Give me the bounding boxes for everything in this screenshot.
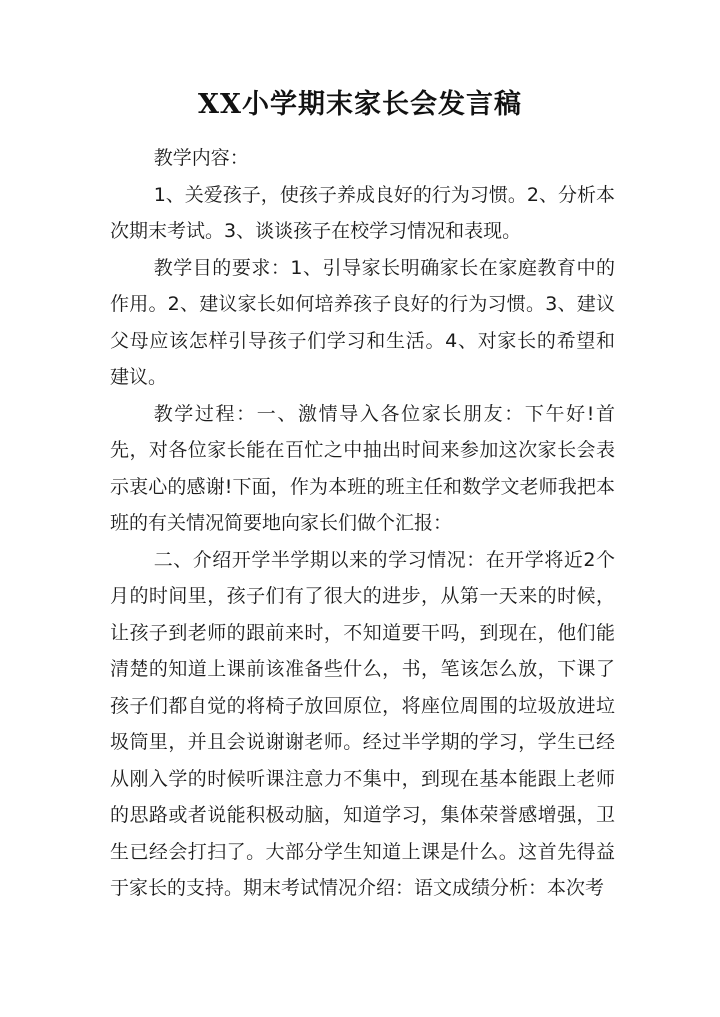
paragraph-learning-situation: 二、介绍开学半学期以来的学习情况：在开学将近2个月的时间里，孩子们有了很大的进步，从第一天来的时候，让孩子到老师的跟前来时，不知道要干吗，到现在，他们能清楚的知道上课前该准备些什么，书，笔该怎么放，下课了孩子们都自觉的将椅子放回原位，将座位周围的垃圾放进垃圾筒里，并且会说谢谢老师。经过半学期的学习，学生已经从刚入学的时候听课注意力不集中，到现在基本能跟上老师的思路或者说能积极动脑，知道学习，集体荣誉感增强，卫生已经会打扫了。大部分学生知道上课是什么。这首先得益于家长的支持。期末考试情况介绍：语文成绩分析：本次考 [110,548,615,899]
document-body [110,140,615,907]
paragraph-objectives: 教学目的要求：1、引导家长明确家长在家庭教育中的作用。2、建议家长如何培养孩子良好的行为习惯。3、建议父母应该怎样引导孩子们学习和生活。4、对家长的希望和建议。 [110,256,615,388]
paragraph-teaching-content: 教学内容： [153,147,249,169]
paragraph-process-intro: 教学过程：一、激情导入各位家长朋友：下午好!首先，对各位家长能在百忙之中抽出时间来参加这次家长会表示衷心的感谢!下面，作为本班的班主任和数学文老师我把本班的有关情况简要地向家长们做个汇报： [110,402,615,534]
document-title: XX小学期末家长会发言稿 [198,89,522,120]
paragraph-content-items: 1、关爱孩子，使孩子养成良好的行为习惯。2、分析本次期末考试。3、谈谈孩子在校学习情况和表现。 [110,183,615,242]
